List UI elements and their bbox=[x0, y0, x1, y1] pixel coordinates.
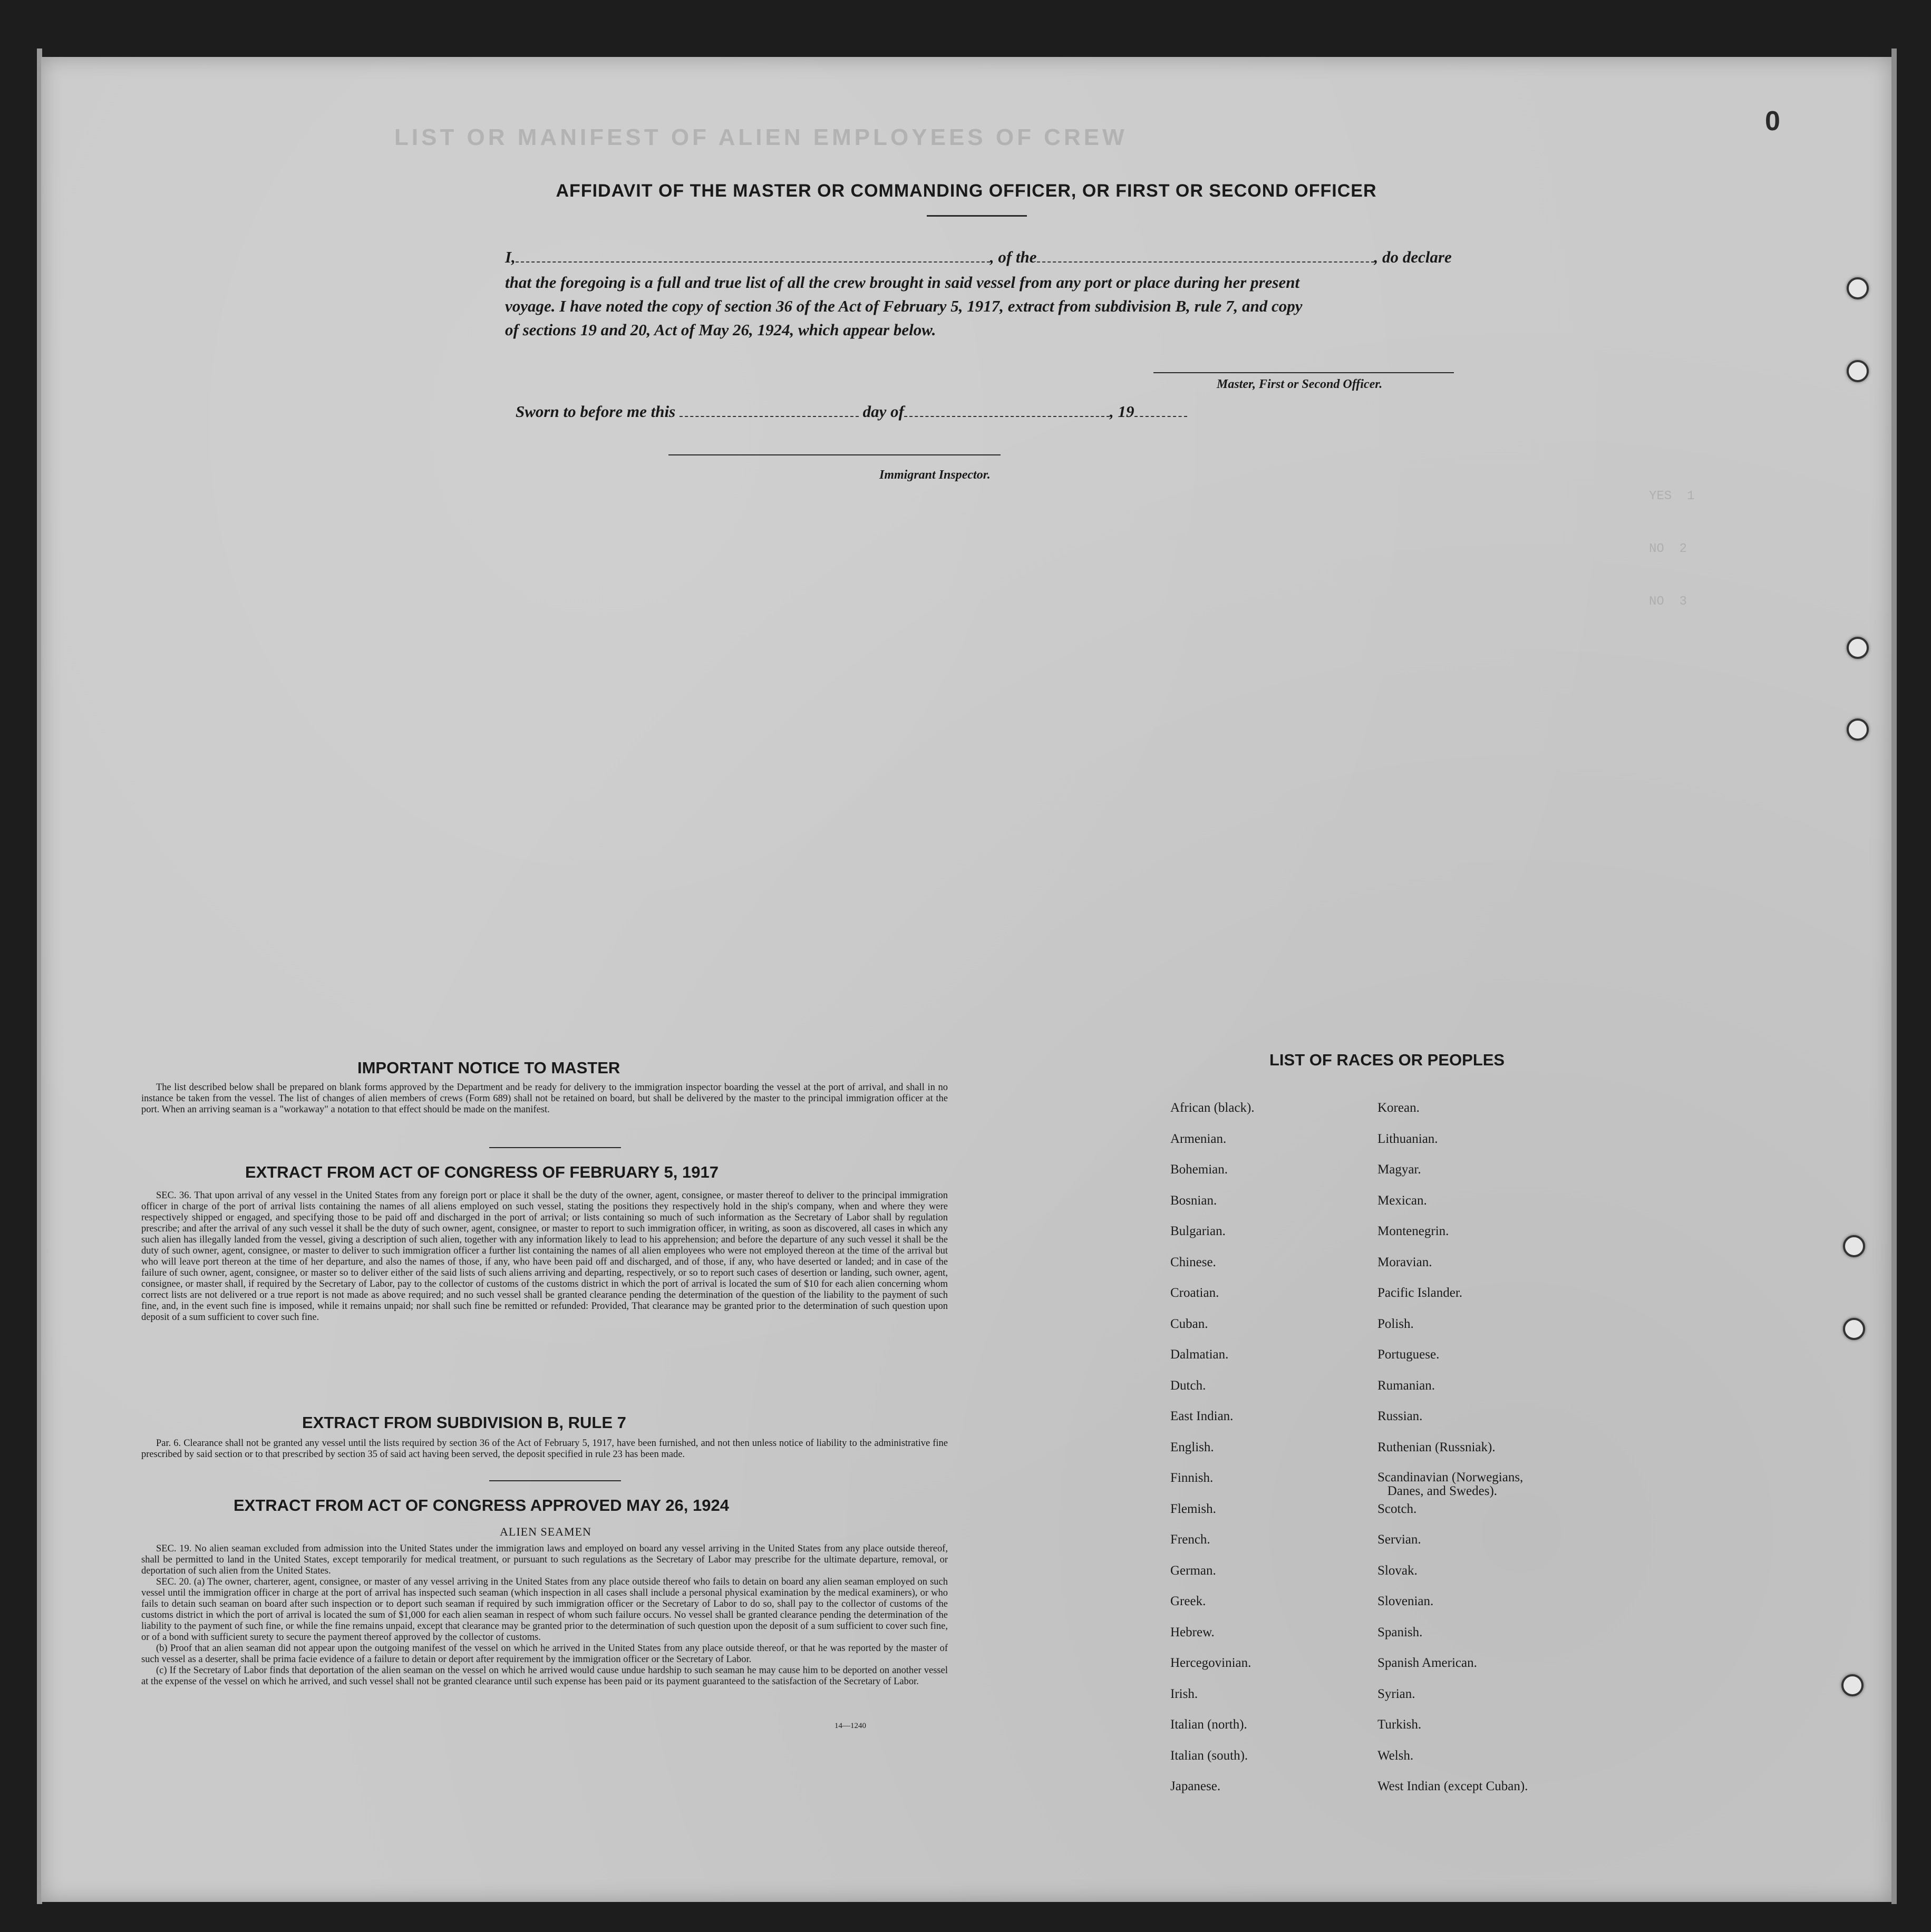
sworn-line bbox=[516, 402, 1187, 421]
title-rule bbox=[927, 215, 1027, 217]
race-item: Greek. bbox=[1170, 1594, 1206, 1608]
vessel-blank bbox=[1037, 249, 1374, 263]
affidavit-title: AFFIDAVIT OF THE MASTER OR COMMANDING OFFICER, OR FIRST OR SECOND OFFICER bbox=[556, 181, 1377, 201]
race-item: French. bbox=[1170, 1532, 1210, 1547]
inspector-caption: Immigrant Inspector. bbox=[879, 468, 991, 482]
master-caption: Master, First or Second Officer. bbox=[1217, 377, 1383, 391]
race-item: Montenegrin. bbox=[1377, 1224, 1449, 1238]
extract-1924-text bbox=[141, 1543, 948, 1687]
binder-hole bbox=[1847, 277, 1869, 299]
bleed-through-row: YES 1 bbox=[1649, 489, 1695, 503]
races-column-2 bbox=[1377, 1101, 1528, 1810]
sec-19-paragraph: SEC. 19. No alien seaman excluded from admission into the United States under the immigration laws and employed on board any vessel arriving in the United States from any place outside thereof, shall be permitted to land in the United States, except temporarily for medical treatment, or pursuant to such regulations as the Secretary of Labor may prescribe for the ultimate departure, removal, or deportation of such alien from the United States. bbox=[141, 1543, 948, 1576]
manifest-page bbox=[41, 57, 1891, 1902]
sworn-day-of: day of bbox=[862, 402, 904, 421]
race-item: Italian (south). bbox=[1170, 1748, 1248, 1763]
race-item: Rumanian. bbox=[1377, 1378, 1435, 1393]
race-item: Flemish. bbox=[1170, 1501, 1216, 1516]
binder-hole bbox=[1847, 637, 1869, 659]
race-item: Scotch. bbox=[1377, 1501, 1417, 1516]
affidavit-line-1 bbox=[505, 248, 1452, 267]
race-item: Chinese. bbox=[1170, 1255, 1216, 1269]
sec-20c-paragraph: (c) If the Secretary of Labor finds that deportation of the alien seaman on the vessel on which he arrived would cause undue hardship to such seaman he may cause him to be deported on another vessel at the expense of the vessel on which he arrived, and such vessel shall not be granted clearance until such expense has been paid or its payment guaranteed to the satisfaction of the Secretary of Labor. bbox=[141, 1665, 948, 1687]
sworn-year: , 19 bbox=[1110, 402, 1134, 421]
race-item: Hercegovinian. bbox=[1170, 1656, 1251, 1670]
race-item: African (black). bbox=[1170, 1101, 1255, 1115]
race-item: Magyar. bbox=[1377, 1162, 1421, 1177]
extract-1917-text bbox=[141, 1190, 948, 1323]
affidavit-i: I, bbox=[505, 248, 516, 266]
affidavit-line-3: voyage. I have noted the copy of section 36 of the Act of February 5, 1917, extract from subdivision B, rule 7, and copy bbox=[505, 297, 1303, 315]
inspector-signature-line bbox=[668, 454, 1001, 455]
race-item: Scandinavian (Norwegians, Danes, and Swedes). bbox=[1377, 1470, 1524, 1498]
races-title: LIST OF RACES OR PEOPLES bbox=[1269, 1051, 1505, 1069]
sworn-month-blank bbox=[904, 403, 1110, 417]
race-item: Turkish. bbox=[1377, 1717, 1422, 1732]
binder-hole bbox=[1847, 719, 1869, 741]
extract-1917-title: EXTRACT FROM ACT OF CONGRESS OF FEBRUARY 5, 1917 bbox=[245, 1163, 719, 1181]
sworn-year-blank bbox=[1134, 403, 1187, 417]
sec-20a-paragraph: SEC. 20. (a) The owner, charterer, agent, consignee, or master of any vessel arriving in the United States from any place outside thereof who fails to detain on board any alien seaman employed on such vessel until the immigration officer in charge at the port of arrival has inspected such seaman (which inspection in all cases shall include a personal physical examination by the medical examiners), or who fails to detain such seaman on board after such inspection or to deport such seaman if required by such immigration officer or the Secretary of Labor to do so, shall pay to the collector of customs of the customs district in which the port of arrival is located the sum of $1,000 for each alien seaman in respect of whom such failure occurs. No vessel shall be granted clearance pending the determination of the liability to the payment of such fine, or while the fine remains unpaid, except that clearance may be granted prior to the determination of such question upon the deposit of a sum sufficient to cover such fine, or of a bond with sufficient surety to secure the payment thereof approved by the collector of customs. bbox=[141, 1577, 948, 1643]
race-item: Dutch. bbox=[1170, 1378, 1206, 1393]
notice-rule bbox=[489, 1147, 621, 1148]
race-item: East Indian. bbox=[1170, 1409, 1234, 1423]
race-item: Polish. bbox=[1377, 1316, 1414, 1331]
affidavit-line-2: that the foregoing is a full and true list of all the crew brought in said vessel from any port or place during her present bbox=[505, 273, 1300, 292]
sworn-prefix: Sworn to before me this bbox=[516, 402, 676, 421]
race-item: Irish. bbox=[1170, 1686, 1198, 1701]
race-item: Japanese. bbox=[1170, 1779, 1221, 1793]
race-item: Bohemian. bbox=[1170, 1162, 1228, 1177]
rule7-rule bbox=[489, 1480, 621, 1481]
race-item: Korean. bbox=[1377, 1101, 1420, 1115]
race-item: Bosnian. bbox=[1170, 1193, 1217, 1208]
notice-paragraph: The list described below shall be prepared on blank forms approved by the Department and be ready for delivery to the immigration inspector boarding the vessel at the port of arrival, and shall in no instance be taken from the vessel. The list of changes of alien members of crews (Form 689) shall not be retained on board, but shall be delivered by the master to the principal immigration officer at the port. When an arriving seaman is a "workaway" a notation to that effect should be made on the manifest. bbox=[141, 1082, 948, 1115]
race-item: Finnish. bbox=[1170, 1471, 1214, 1485]
races-column-1 bbox=[1170, 1101, 1255, 1810]
race-item: Pacific Islander. bbox=[1377, 1286, 1463, 1300]
affidavit-line-4: of sections 19 and 20, Act of May 26, 1924, which appear below. bbox=[505, 321, 936, 339]
race-item: Spanish. bbox=[1377, 1625, 1423, 1639]
race-item: Portuguese. bbox=[1377, 1347, 1440, 1362]
race-item: Lithuanian. bbox=[1377, 1131, 1438, 1146]
race-item: Mexican. bbox=[1377, 1193, 1427, 1208]
bleed-through-row: NO 3 bbox=[1649, 595, 1687, 609]
name-blank bbox=[516, 249, 990, 263]
sec-20b-paragraph: (b) Proof that an alien seaman did not appear upon the outgoing manifest of the vessel on which he arrived in the United States from any place outside thereof, or that he was reported by the master of such vessel as a deserter, shall be prima facie evidence of a failure to detain or deport after requirement by the immigration officer or the Secretary of Labor. bbox=[141, 1643, 948, 1665]
race-item: Spanish American. bbox=[1377, 1656, 1477, 1670]
race-item: Dalmatian. bbox=[1170, 1347, 1229, 1362]
binder-hole bbox=[1843, 1318, 1865, 1340]
extract-1924-title: EXTRACT FROM ACT OF CONGRESS APPROVED MAY 26, 1924 bbox=[234, 1496, 729, 1514]
bleed-through-header: LIST OR MANIFEST OF ALIEN EMPLOYEES OF CREW bbox=[394, 124, 1128, 150]
race-item: Welsh. bbox=[1377, 1748, 1414, 1763]
sworn-day-blank bbox=[680, 403, 859, 417]
race-item: Ruthenian (Russniak). bbox=[1377, 1440, 1496, 1454]
notice-title: IMPORTANT NOTICE TO MASTER bbox=[357, 1059, 620, 1077]
race-item: English. bbox=[1170, 1440, 1214, 1454]
sec-36-paragraph: SEC. 36. That upon arrival of any vessel in the United States from any foreign port or place it shall be the duty of the owner, agent, consignee, or master thereof to deliver to the principal immigration officer in charge of the port of arrival lists containing the names of all aliens employed on such vessel, stating the positions they respectively hold in the ship's company, when and where they were respectively shipped or engaged, and specifying those to be paid off and discharged in the port of arrival; or lists containing so much of such information as the Secretary of Labor shall by regulation prescribe; and after the arrival of any such vessel it shall be the duty of such owner, agent, consignee, or master to report to such immigration officer, in writing, as soon as discovered, all cases in which any such alien has illegally landed from the vessel, giving a description of such alien, together with any information likely to lead to his apprehension; and before the departure of any such vessel it shall be the duty of such owner, agent, consignee, or master to deliver to such immigration officer a further list containing the names of all alien employees who were not employed thereon at the time of the arrival but who will leave port thereon at the time of her departure, and also the names of those, if any, who have been paid off and discharged, and of those, if any, who have deserted or landed; and in case of the failure of such owner, agent, consignee, or master so to deliver either of the said lists of such aliens arriving and departing, respectively, or so to report such cases of desertion or landing, such owner, agent, consignee, or master shall, if required by the Secretary of Labor, pay to the collector of customs of the customs district in which the port of arrival is located the sum of $10 for each alien concerning whom correct lists are not delivered or a true report is not made as above required; and no such vessel shall be granted clearance pending the determination of the question of the liability to the payment of such fine, and, in the event such fine is imposed, while it remains unpaid; nor shall such fine be remitted or refunded: Provided, That clearance may be granted prior to the determination of such question upon deposit of a sum sufficient to cover such fine. bbox=[141, 1190, 948, 1323]
master-signature-line bbox=[1153, 372, 1454, 373]
page-edge-right bbox=[1891, 48, 1897, 1904]
binder-hole bbox=[1843, 1235, 1865, 1257]
race-item: Servian. bbox=[1377, 1532, 1421, 1547]
race-item: West Indian (except Cuban). bbox=[1377, 1779, 1528, 1793]
binder-hole bbox=[1847, 360, 1869, 382]
race-item: German. bbox=[1170, 1563, 1216, 1578]
par-6-paragraph: Par. 6. Clearance shall not be granted any vessel until the lists required by section 36 of the Act of February 5, 1917, have been furnished, and not then unless notice of liability to the administrative fine prescribed by said section or to that prescribed by section 35 of said act having been served, the deposit specified in rule 23 has been made. bbox=[141, 1438, 948, 1460]
corner-mark: 0 bbox=[1765, 106, 1780, 137]
extract-rule7-text bbox=[141, 1438, 948, 1460]
form-code: 14—1240 bbox=[834, 1722, 866, 1730]
notice-text bbox=[141, 1082, 948, 1115]
affidavit-of-the: , of the bbox=[989, 248, 1037, 266]
bleed-through-row: NO 2 bbox=[1649, 542, 1687, 556]
race-item: Syrian. bbox=[1377, 1686, 1415, 1701]
race-item: Slovenian. bbox=[1377, 1594, 1434, 1608]
race-item: Moravian. bbox=[1377, 1255, 1432, 1269]
extract-rule7-title: EXTRACT FROM SUBDIVISION B, RULE 7 bbox=[302, 1413, 626, 1432]
race-item: Hebrew. bbox=[1170, 1625, 1215, 1639]
affidavit-declare: , do declare bbox=[1374, 248, 1452, 266]
race-item: Slovak. bbox=[1377, 1563, 1418, 1578]
binder-hole bbox=[1841, 1674, 1864, 1696]
race-item: Croatian. bbox=[1170, 1286, 1219, 1300]
race-item: Italian (north). bbox=[1170, 1717, 1247, 1732]
race-item: Bulgarian. bbox=[1170, 1224, 1226, 1238]
race-item: Cuban. bbox=[1170, 1316, 1208, 1331]
race-item: Armenian. bbox=[1170, 1131, 1227, 1146]
alien-seamen-subtitle: ALIEN SEAMEN bbox=[500, 1525, 591, 1538]
race-item: Russian. bbox=[1377, 1409, 1423, 1423]
